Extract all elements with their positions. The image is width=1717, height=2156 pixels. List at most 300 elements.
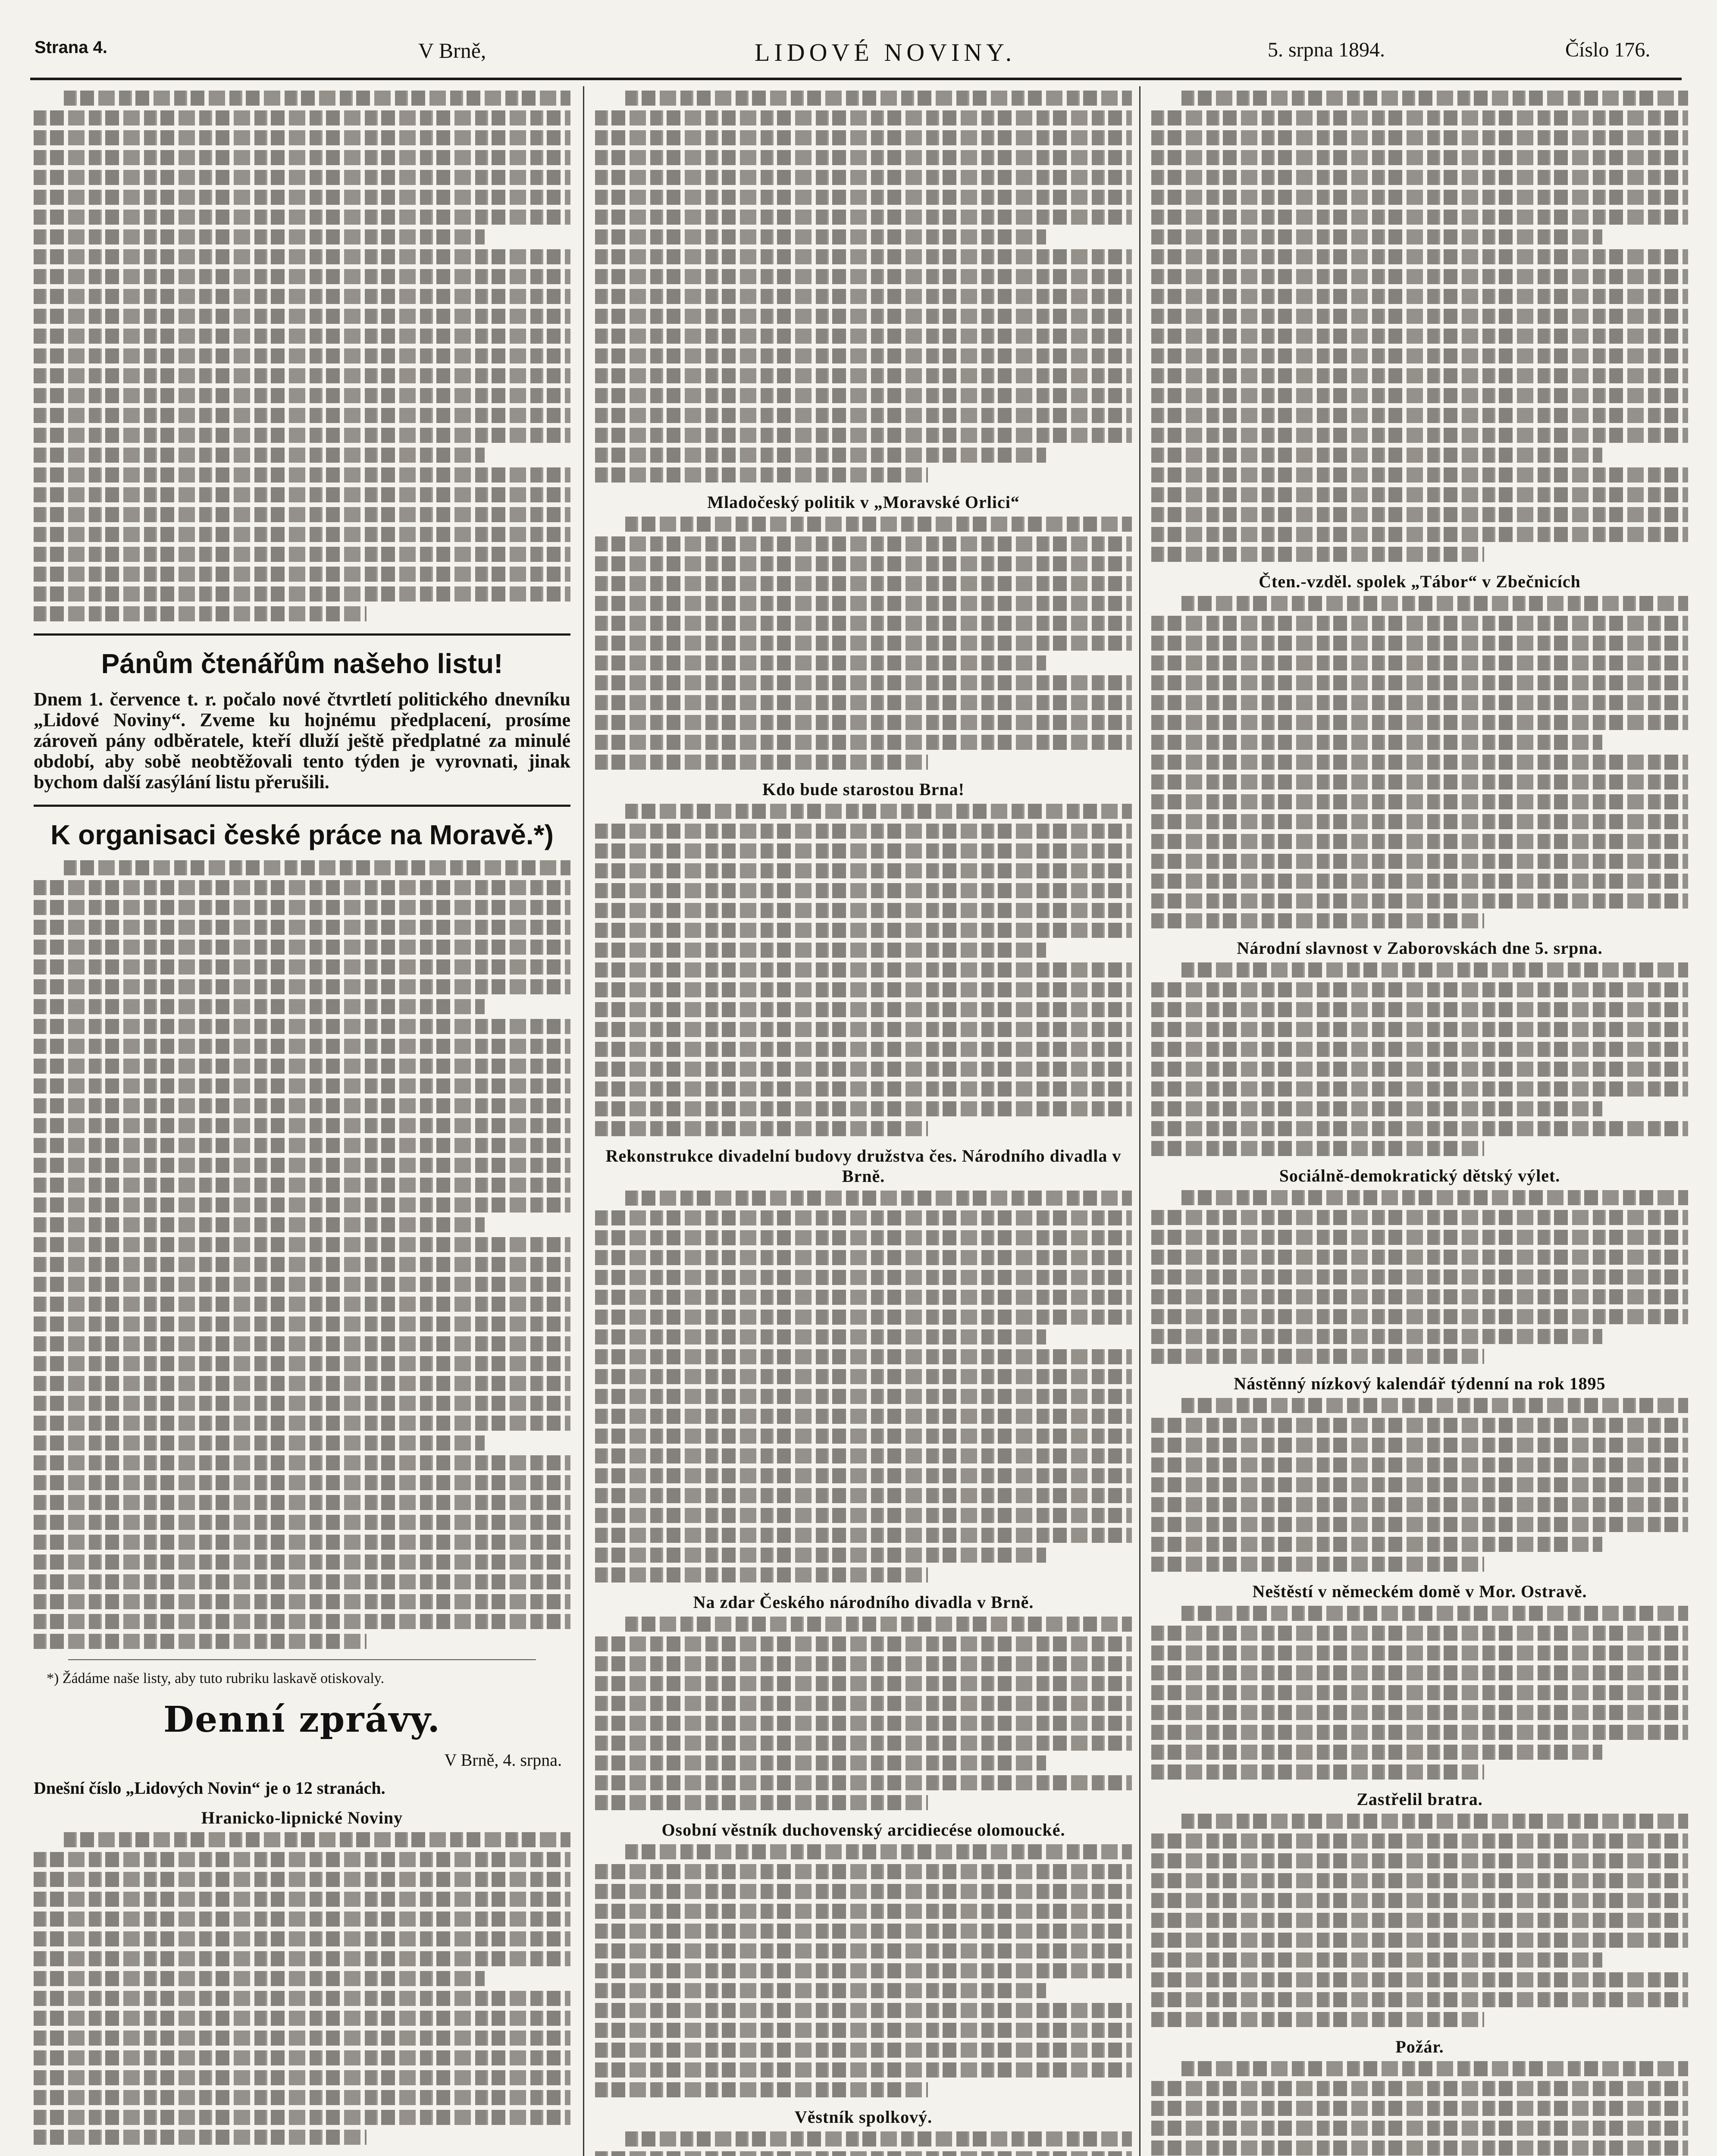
text-line xyxy=(1181,2061,1688,2076)
text-line xyxy=(1151,428,1688,443)
text-line xyxy=(595,655,1046,671)
footnote: *) Žádáme naše listy, aby tuto rubriku laskavě otiskovaly. xyxy=(47,1670,385,1686)
text-line xyxy=(1151,695,1688,710)
text-line xyxy=(595,289,1132,304)
text-line xyxy=(1151,2140,1688,2156)
text-line xyxy=(34,920,570,935)
news-item-text xyxy=(1151,1190,1688,1364)
text-line xyxy=(34,2031,570,2046)
text-line xyxy=(595,170,1132,185)
organisation-article-text xyxy=(34,860,570,1649)
text-line xyxy=(34,507,570,522)
text-line xyxy=(595,348,1132,364)
text-line xyxy=(1151,1764,1484,1780)
text-line xyxy=(1151,1952,1602,1968)
text-line xyxy=(595,1983,1046,1998)
text-line xyxy=(595,1062,1132,1077)
text-line xyxy=(34,1316,570,1332)
text-line xyxy=(1151,368,1688,383)
text-line xyxy=(34,1991,570,2006)
column-right xyxy=(1151,91,1688,2156)
text-line xyxy=(34,1634,367,1649)
text-line xyxy=(1151,1557,1484,1572)
text-line xyxy=(595,388,1132,403)
text-line xyxy=(595,1389,1132,1404)
text-line xyxy=(1151,1349,1484,1364)
text-line xyxy=(595,695,1132,710)
text-line xyxy=(595,309,1132,324)
text-line xyxy=(595,1884,1132,1899)
text-line xyxy=(34,309,570,324)
text-line xyxy=(34,1237,570,1252)
text-line xyxy=(34,428,570,443)
text-line xyxy=(34,2130,367,2145)
text-line xyxy=(1151,655,1688,671)
text-line xyxy=(1151,1042,1688,1057)
text-line xyxy=(595,2062,1132,2078)
text-line xyxy=(595,1310,1132,1325)
text-line xyxy=(1151,1626,1688,1641)
text-line xyxy=(595,883,1132,898)
text-line xyxy=(595,1210,1132,1225)
news-item-title: Požár. xyxy=(1395,2037,1444,2056)
text-line xyxy=(34,586,570,602)
text-line xyxy=(34,1931,570,1946)
column-middle xyxy=(595,91,1132,2156)
subscribers-headline: Pánům čtenářům našeho listu! xyxy=(101,648,503,679)
text-line xyxy=(34,2090,570,2105)
news-item-title: Na zdar Českého národního divadla v Brně. xyxy=(693,1592,1034,1612)
footnote-rule xyxy=(68,1659,536,1660)
text-line xyxy=(1151,348,1688,364)
text-line xyxy=(34,979,570,994)
text-line xyxy=(625,1844,1132,1859)
text-line xyxy=(595,1528,1132,1543)
text-line xyxy=(1151,1309,1688,1324)
text-line xyxy=(34,170,570,185)
text-line xyxy=(34,1217,485,1232)
news-item-text xyxy=(1151,596,1688,928)
text-line xyxy=(1151,1972,1688,1987)
text-line xyxy=(1151,774,1688,790)
text-line xyxy=(34,1951,570,1966)
text-line xyxy=(1151,982,1688,997)
text-line xyxy=(625,517,1132,532)
text-line xyxy=(595,735,1132,750)
text-line xyxy=(595,1736,1132,1751)
text-line xyxy=(1151,1853,1688,1868)
text-line xyxy=(34,959,570,975)
text-line xyxy=(1151,1418,1688,1433)
text-line xyxy=(595,903,1132,918)
text-line xyxy=(1151,1269,1688,1285)
text-line xyxy=(595,843,1132,859)
text-line xyxy=(34,2110,570,2125)
news-item-title: Věstník spolkový. xyxy=(794,2107,933,2127)
text-line xyxy=(34,1297,570,1312)
text-line xyxy=(595,329,1132,344)
news-item-title: Zastřelil bratra. xyxy=(1357,1789,1483,1809)
text-line xyxy=(64,860,570,875)
text-line xyxy=(34,2011,570,2026)
text-line xyxy=(1151,893,1688,909)
text-line xyxy=(1151,1933,1688,1948)
text-line xyxy=(595,1022,1132,1037)
text-line xyxy=(595,2003,1132,2018)
text-line xyxy=(1151,1062,1688,1077)
text-line xyxy=(595,1943,1132,1959)
text-line xyxy=(34,1852,570,1867)
text-line xyxy=(34,348,570,364)
text-line xyxy=(34,269,570,284)
section-rule xyxy=(34,805,570,807)
text-line xyxy=(595,1795,928,1810)
text-line xyxy=(1151,229,1602,244)
news-item-text xyxy=(595,1617,1132,1810)
text-line xyxy=(595,1042,1132,1057)
text-line xyxy=(1151,1873,1688,1888)
text-line xyxy=(34,547,570,562)
text-line xyxy=(34,1515,570,1530)
text-line xyxy=(595,2023,1132,2038)
text-line xyxy=(34,448,485,463)
text-line xyxy=(1151,329,1688,344)
text-line xyxy=(1151,1913,1688,1928)
text-line xyxy=(595,755,928,770)
news-item-text xyxy=(595,804,1132,1136)
news-item-text xyxy=(1151,1814,1688,2027)
text-line xyxy=(1151,1745,1602,1760)
text-line xyxy=(34,1971,485,1986)
text-line xyxy=(595,1250,1132,1265)
text-line xyxy=(595,675,1132,690)
text-line xyxy=(625,91,1132,106)
text-line xyxy=(595,715,1132,730)
text-line xyxy=(595,2043,1132,2058)
news-item-text xyxy=(1151,1606,1688,1780)
news-item-text xyxy=(1151,1398,1688,1572)
text-line xyxy=(34,606,367,621)
text-line xyxy=(595,556,1132,571)
news-item-title: Rekonstrukce divadelní budovy družstva čes. Národního divadla v Brně. xyxy=(605,1146,1122,1186)
text-line xyxy=(1151,1121,1688,1136)
text-line xyxy=(595,962,1132,978)
text-line xyxy=(1151,1517,1688,1532)
text-line xyxy=(1151,1457,1688,1473)
text-line xyxy=(34,1475,570,1490)
news-item-text xyxy=(1151,2061,1688,2156)
text-line xyxy=(1151,150,1688,165)
text-line xyxy=(1151,388,1688,403)
text-line xyxy=(34,229,485,244)
text-line xyxy=(1151,2121,1688,2136)
text-line xyxy=(1151,210,1688,225)
text-line xyxy=(1151,1497,1688,1512)
text-line xyxy=(595,536,1132,552)
section-rule xyxy=(34,633,570,636)
text-line xyxy=(595,596,1132,611)
text-line xyxy=(595,229,1046,244)
column-left xyxy=(34,91,570,2150)
text-line xyxy=(34,1059,570,1074)
text-line xyxy=(625,1191,1132,1206)
text-line xyxy=(34,289,570,304)
text-line xyxy=(34,1039,570,1054)
text-line xyxy=(34,900,570,915)
text-line xyxy=(34,2070,570,2085)
text-line xyxy=(625,804,1132,819)
news-item-text xyxy=(595,1844,1132,2097)
text-line xyxy=(1151,715,1688,730)
text-line xyxy=(34,1455,570,1470)
text-line xyxy=(34,1396,570,1411)
text-line xyxy=(595,1755,1046,1771)
text-line xyxy=(625,2131,1132,2147)
text-line xyxy=(595,1349,1132,1364)
page-header xyxy=(30,30,1682,80)
text-line xyxy=(595,1290,1132,1305)
text-line xyxy=(1151,814,1688,829)
text-line xyxy=(34,210,570,225)
text-line xyxy=(34,110,570,125)
text-line xyxy=(1151,527,1688,542)
text-line xyxy=(1181,1606,1688,1621)
text-line xyxy=(595,1696,1132,1711)
text-line xyxy=(1151,1893,1688,1908)
text-line xyxy=(595,1924,1132,1939)
text-line xyxy=(1151,289,1688,304)
text-line xyxy=(1151,1665,1688,1680)
text-line xyxy=(625,1617,1132,1632)
news-item-title: Kdo bude starostou Brna! xyxy=(762,780,965,799)
text-line xyxy=(1151,1477,1688,1492)
text-line xyxy=(595,1429,1132,1444)
text-line xyxy=(595,428,1132,443)
text-line xyxy=(595,1775,1132,1790)
text-line xyxy=(1151,834,1688,849)
text-line xyxy=(1151,1250,1688,1265)
text-line xyxy=(595,1369,1132,1384)
text-line xyxy=(1151,1725,1688,1740)
article-text-continued xyxy=(34,91,570,621)
text-line xyxy=(595,1121,928,1136)
text-line xyxy=(595,467,928,483)
text-line xyxy=(1151,249,1688,264)
text-line xyxy=(1151,408,1688,423)
text-line xyxy=(595,2082,928,2097)
text-line xyxy=(1151,1230,1688,1245)
text-line xyxy=(1151,1645,1688,1661)
text-line xyxy=(1151,2101,1688,2116)
text-line xyxy=(1151,467,1688,483)
text-line xyxy=(595,1101,1132,1116)
text-line xyxy=(595,110,1132,125)
text-line xyxy=(595,1548,1046,1563)
text-line xyxy=(1151,1210,1688,1225)
text-line xyxy=(1151,110,1688,125)
text-line xyxy=(34,249,570,264)
text-line xyxy=(595,249,1132,264)
organisation-headline: K organisaci české práce na Moravě.*) xyxy=(50,819,554,850)
text-line xyxy=(595,863,1132,878)
text-line xyxy=(595,269,1132,284)
text-line xyxy=(595,923,1132,938)
news-item-text xyxy=(34,1832,570,2145)
text-line xyxy=(595,1270,1132,1285)
text-line xyxy=(34,408,570,423)
text-line xyxy=(1151,448,1602,463)
text-line xyxy=(595,1448,1132,1463)
text-line xyxy=(34,2050,570,2065)
text-line xyxy=(1151,2012,1484,2027)
text-line xyxy=(34,1554,570,1570)
text-line xyxy=(34,880,570,895)
news-item-text xyxy=(1151,962,1688,1156)
text-line xyxy=(34,1257,570,1272)
text-line xyxy=(34,1098,570,1113)
text-line xyxy=(34,368,570,383)
text-line xyxy=(1151,309,1688,324)
text-line xyxy=(34,190,570,205)
text-line xyxy=(595,982,1132,997)
news-item-title: Národní slavnost v Zaborovskách dne 5. srpna. xyxy=(1237,938,1603,958)
column-divider xyxy=(583,86,584,2156)
subscribers-notice: Dnem 1. července t. r. počalo nové čtvrtletí politického dnevníku „Lidové Noviny“. Zveme ku hojnému předplacení, prosíme zároveň pány odběratele, kteří dluží ještě předplatné za minulé období, aby sobě neobtěžovali tento týden je vyrovnati, jinak bychom další zasýlání listu přerušili. xyxy=(34,689,570,793)
news-item-title: Nástěnný nízkový kalendář týdenní na rok 1895 xyxy=(1234,1374,1606,1393)
text-line xyxy=(595,150,1132,165)
news-item-title: Sociálně-demokratický dětský výlet. xyxy=(1279,1166,1560,1185)
text-line xyxy=(34,1019,570,1034)
text-line xyxy=(595,130,1132,145)
text-line xyxy=(595,1636,1132,1651)
text-line xyxy=(1151,616,1688,631)
text-line xyxy=(34,1356,570,1371)
text-line xyxy=(34,150,570,165)
text-line xyxy=(1151,487,1688,502)
news-subheadline: Dnešní číslo „Lidových Novin“ je o 12 stranách. xyxy=(34,1778,385,1798)
text-line xyxy=(1151,675,1688,690)
news-item-text xyxy=(595,2131,1132,2156)
text-line xyxy=(34,940,570,955)
text-line xyxy=(34,1614,570,1629)
text-line xyxy=(1151,854,1688,869)
text-line xyxy=(595,1329,1046,1344)
news-section-headline: Denní zprávy. xyxy=(163,1699,441,1740)
text-line xyxy=(34,487,570,502)
text-line xyxy=(34,1912,570,1927)
text-line xyxy=(1151,1685,1688,1700)
text-line xyxy=(34,1594,570,1609)
text-line xyxy=(1181,1190,1688,1205)
text-line xyxy=(1181,1814,1688,1829)
column-divider xyxy=(1139,86,1140,2156)
news-dateline: V Brně, 4. srpna. xyxy=(444,1750,562,1770)
text-line xyxy=(34,1495,570,1510)
text-line xyxy=(1151,1022,1688,1037)
text-line xyxy=(34,1078,570,1094)
page-number: Strana 4. xyxy=(34,38,107,57)
text-line xyxy=(1151,735,1602,750)
text-line xyxy=(595,576,1132,591)
text-line xyxy=(34,1118,570,1133)
text-line xyxy=(1151,507,1688,522)
text-line xyxy=(1151,1329,1602,1344)
newspaper-title: LIDOVÉ NOVINY. xyxy=(755,38,1016,66)
text-line xyxy=(34,1336,570,1351)
text-line xyxy=(1151,1992,1688,2007)
text-line xyxy=(34,1197,570,1213)
text-line xyxy=(34,999,485,1014)
text-line xyxy=(1151,755,1688,770)
text-line xyxy=(64,1832,570,1847)
article-text xyxy=(595,91,1132,483)
text-line xyxy=(1181,91,1688,106)
text-line xyxy=(1151,1101,1602,1116)
text-line xyxy=(1181,962,1688,978)
text-line xyxy=(595,368,1132,383)
text-line xyxy=(595,1488,1132,1503)
text-line xyxy=(34,527,570,542)
text-line xyxy=(1151,1081,1688,1097)
news-item-title: Mladočeský politik v „Moravské Orlici“ xyxy=(707,492,1020,512)
text-line xyxy=(595,824,1132,839)
text-line xyxy=(1151,874,1688,889)
text-line xyxy=(595,190,1132,205)
text-line xyxy=(595,616,1132,631)
text-line xyxy=(34,1416,570,1431)
text-line xyxy=(34,1277,570,1292)
text-line xyxy=(1151,190,1688,205)
text-line xyxy=(34,1376,570,1391)
article-text xyxy=(1151,91,1688,562)
text-line xyxy=(595,1230,1132,1245)
text-line xyxy=(1151,1141,1484,1156)
text-line xyxy=(595,1081,1132,1097)
text-line xyxy=(34,1892,570,1907)
text-line xyxy=(1151,130,1688,145)
text-line xyxy=(1151,1002,1688,1017)
text-line xyxy=(34,467,570,483)
text-line xyxy=(595,1567,928,1583)
news-item-title: Neštěstí v německém domě v Mor. Ostravě. xyxy=(1252,1582,1587,1601)
text-line xyxy=(34,130,570,145)
text-line xyxy=(34,1138,570,1153)
text-line xyxy=(34,1574,570,1589)
text-line xyxy=(1151,269,1688,284)
text-line xyxy=(595,1904,1132,1919)
text-line xyxy=(595,448,1046,463)
text-line xyxy=(1181,596,1688,611)
text-line xyxy=(595,1409,1132,1424)
text-line xyxy=(595,636,1132,651)
text-line xyxy=(1151,1438,1688,1453)
text-line xyxy=(1151,1537,1602,1552)
text-line xyxy=(1151,1705,1688,1720)
text-line xyxy=(595,1656,1132,1671)
text-line xyxy=(34,388,570,403)
text-line xyxy=(1151,794,1688,809)
text-line xyxy=(595,1963,1132,1978)
text-line xyxy=(1151,2081,1688,2096)
text-line xyxy=(595,1508,1132,1523)
text-line xyxy=(34,1435,485,1451)
text-line xyxy=(64,91,570,106)
text-line xyxy=(595,1676,1132,1691)
text-line xyxy=(595,1002,1132,1017)
text-line xyxy=(34,1535,570,1550)
text-line xyxy=(34,1158,570,1173)
text-line xyxy=(34,329,570,344)
